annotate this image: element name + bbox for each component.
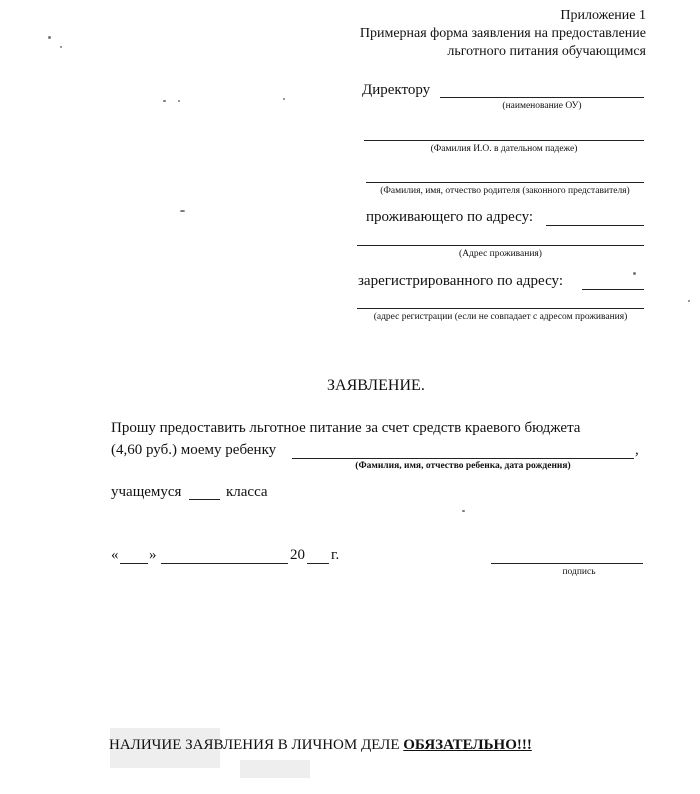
appendix-label: Приложение 1 (560, 8, 646, 23)
scan-speck (688, 300, 690, 302)
scan-speck (633, 272, 636, 275)
student-prefix: учащемуся (111, 484, 182, 500)
school-name-caption: (наименование ОУ) (502, 101, 582, 111)
director-fio-field[interactable] (364, 140, 644, 141)
statement-line-2-prefix: (4,60 руб.) моему ребенку (111, 442, 277, 458)
notice-text: НАЛИЧИЕ ЗАЯВЛЕНИЯ В ЛИЧНОМ ДЕЛЕ (109, 737, 400, 753)
director-label: Директору (362, 82, 431, 98)
signature-caption: подпись (562, 567, 596, 577)
scan-speck (462, 510, 465, 512)
student-suffix: класса (226, 484, 268, 500)
form-title-line-2: льготного питания обучающимся (447, 44, 646, 59)
residence-caption: (Адрес проживания) (459, 249, 542, 259)
scan-speck (283, 98, 285, 100)
scan-speck (48, 36, 51, 39)
scan-speck (60, 46, 62, 48)
notice-emphasis: ОБЯЗАТЕЛЬНО!!! (403, 737, 532, 753)
registered-label: зарегистрированного по адресу: (358, 273, 563, 289)
signature-field[interactable] (491, 563, 643, 564)
child-info-field[interactable] (292, 458, 634, 459)
child-info-caption: (Фамилия, имя, отчество ребенка, дата рождения) (355, 461, 571, 471)
date-close-quote: » (149, 547, 157, 563)
date-open-quote: « (111, 547, 119, 563)
date-day-field[interactable] (120, 563, 148, 564)
statement-line-1: Прошу предоставить льготное питание за счет средств краевого бюджета (111, 420, 581, 436)
scan-speck (180, 210, 185, 212)
residence-address-field[interactable] (546, 225, 644, 226)
parent-fio-caption: (Фамилия, имя, отчество родителя (законного представителя) (380, 186, 630, 196)
statement-title: ЗАЯВЛЕНИЕ. (327, 377, 425, 394)
scan-speck (163, 100, 166, 102)
residence-address-field-2[interactable] (357, 245, 644, 246)
form-title-line-1: Примерная форма заявления на предоставление (359, 26, 646, 41)
year-prefix: 20 (290, 547, 305, 563)
scan-speck (178, 100, 180, 102)
statement-comma: , (635, 442, 639, 458)
footer-notice (109, 737, 532, 754)
registration-address-field[interactable] (582, 289, 644, 290)
date-year-field[interactable] (307, 563, 329, 564)
parent-fio-field[interactable] (366, 182, 644, 183)
school-name-field[interactable] (440, 97, 644, 98)
year-suffix: г. (331, 547, 340, 563)
date-month-field[interactable] (161, 563, 288, 564)
scan-smudge (240, 760, 310, 778)
director-fio-caption: (Фамилия И.О. в дательном падеже) (430, 144, 578, 154)
grade-field[interactable] (189, 499, 220, 500)
residing-label: проживающего по адресу: (366, 209, 534, 225)
registration-caption: (адрес регистрации (если не совпадает с адресом проживания) (373, 312, 628, 322)
registration-address-field-2[interactable] (357, 308, 644, 309)
